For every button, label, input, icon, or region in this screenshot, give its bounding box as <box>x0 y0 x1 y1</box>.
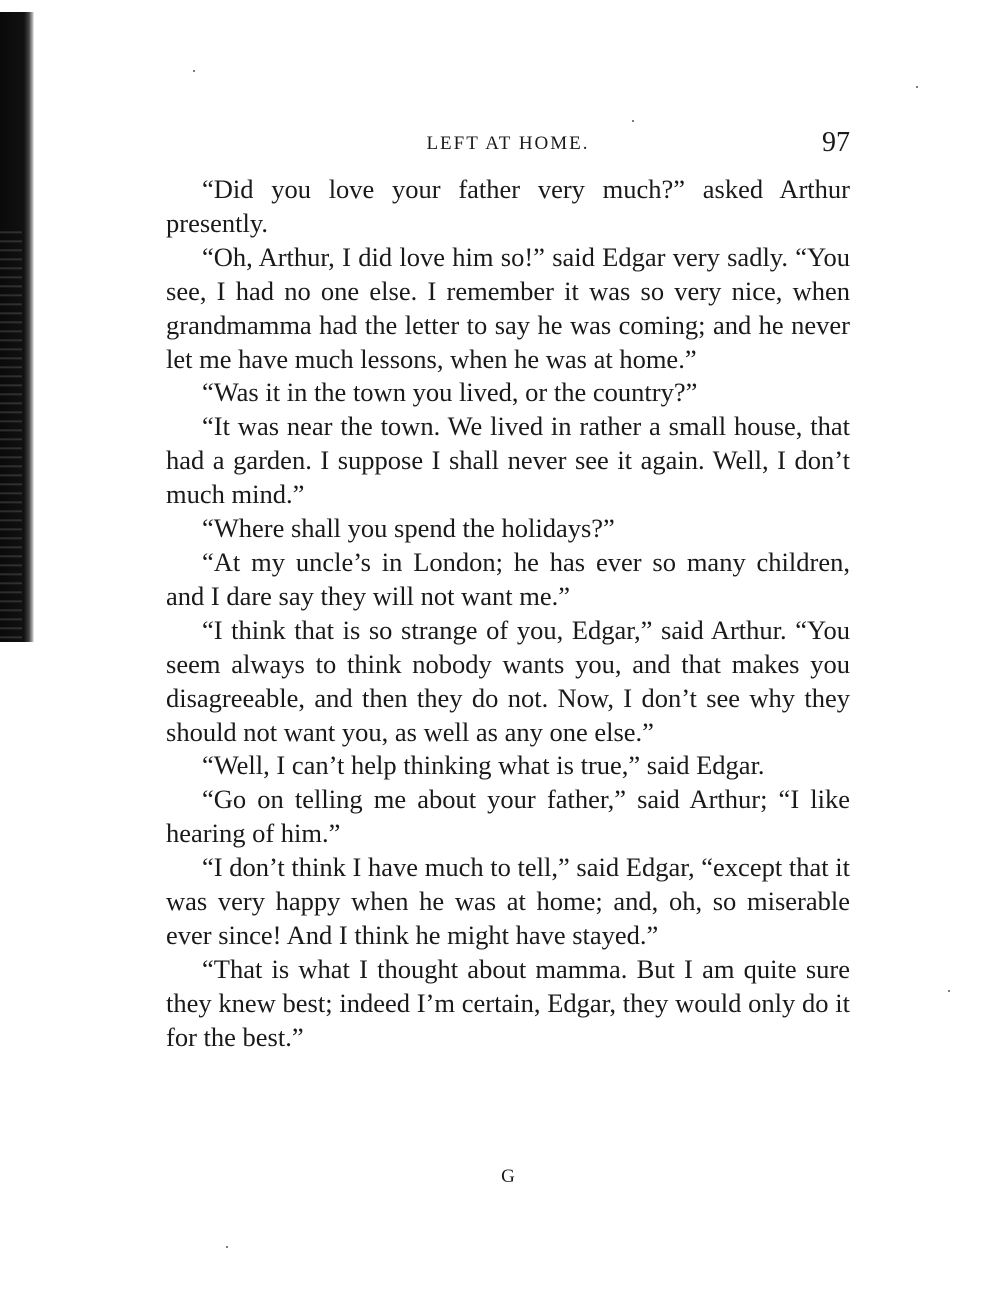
paragraph: “Well, I can’t help thinking what is true,” said Edgar. <box>202 750 765 781</box>
paragraph: “Did you love your father very much?” asked Arthur presently. <box>166 174 850 238</box>
signature-mark: G <box>501 1166 515 1187</box>
paragraph: “It was near the town. We lived in rather a small house, that had a garden. I suppose I shall never see it again. Well, I don’t much mind.” <box>166 411 850 510</box>
paper-speck <box>193 70 195 72</box>
paragraph: “Oh, Arthur, I did love him so!” said Edgar very sadly. “You see, I had no one else. I remember it was so very nice, when grandmamma had the letter to say he was coming; and he never let me have much lessons, when he was at home.” <box>166 241 850 374</box>
paragraph: “That is what I thought about mamma. But I am quite sure they knew best; indeed I’m certain, Edgar, they would only do it for the best.” <box>166 953 850 1052</box>
running-head <box>166 127 850 161</box>
paper-speck <box>916 86 918 88</box>
running-title: LEFT AT HOME. <box>426 133 590 154</box>
paragraph: “Was it in the town you lived, or the country?” <box>202 377 698 408</box>
paper-speck <box>948 990 950 992</box>
page-number: 97 <box>822 127 850 158</box>
body-text <box>166 173 850 1055</box>
paragraph: “Where shall you spend the holidays?” <box>202 513 615 544</box>
paper-speck <box>226 1246 228 1248</box>
book-spine-texture <box>0 225 22 640</box>
paper-speck <box>632 120 634 122</box>
paragraph: “I don’t think I have much to tell,” said Edgar, “except that it was very happy when he was at home; and, oh, so miserable ever since! And I think he might have stayed.” <box>166 852 850 950</box>
paragraph: “I think that is so strange of you, Edgar,” said Arthur. “You seem always to think nobody wants you, and that makes you disagreeable, and then they do not. Now, I don’t see why they should not want you, as well as any one else.” <box>166 614 850 747</box>
paragraph: “Go on telling me about your father,” said Arthur; “I like hearing of him.” <box>166 784 850 849</box>
paragraph: “At my uncle’s in London; he has ever so many children, and I dare say they will not want me.” <box>166 546 850 611</box>
